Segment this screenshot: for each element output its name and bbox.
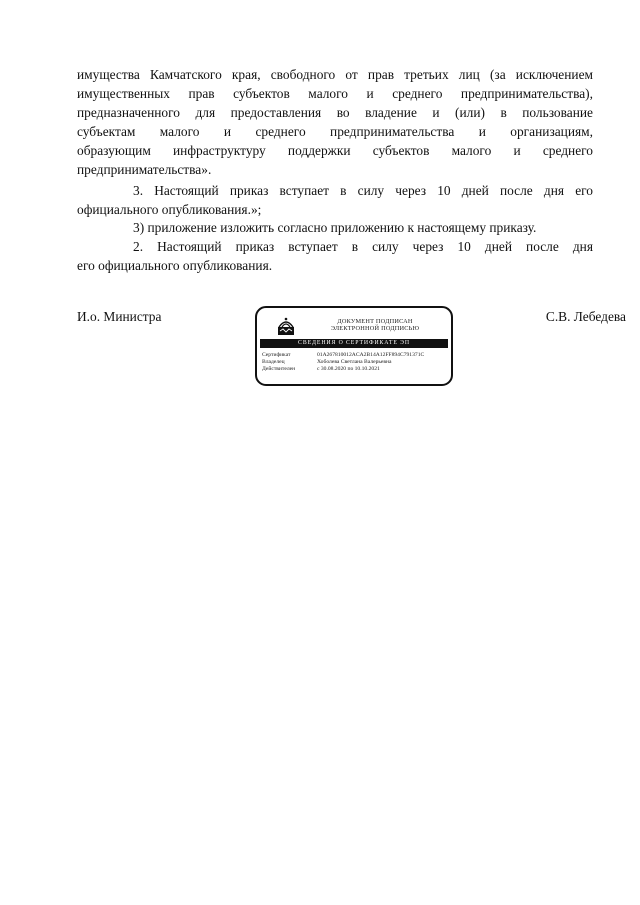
body-line-11: его официального опубликования.: [77, 258, 273, 273]
body-line-10: 2. Настоящий приказ вступает в силу через 10 дней после дня: [133, 239, 593, 254]
certificate-value: 01A267810012ACA2B14A12FF894C791371С: [317, 352, 425, 358]
body-line-6: предпринимательства».: [77, 162, 212, 177]
validity-value: с 30.08.2020 по 10.10.2021: [317, 366, 380, 372]
body-line-9: 3) приложение изложить согласно приложению к настоящему приказу.: [133, 220, 537, 235]
stamp-title-line-2: ЭЛЕКТРОННОЙ ПОДПИСЬЮ: [330, 325, 420, 332]
signatory-name: С.В. Лебедева: [545, 309, 626, 324]
body-line-8: официального опубликования.»;: [77, 202, 262, 217]
stamp-certificate-header: СВЕДЕНИЯ О СЕРТИФИКАТЕ ЭП: [260, 339, 448, 348]
body-line-2: имущественных прав субъектов малого и среднего предпринимательства),: [77, 86, 593, 101]
validity-label: Действителен: [262, 366, 296, 372]
body-line-3: предназначенного для предоставления во владение и (или) в пользование: [77, 105, 593, 120]
certificate-label: Сертификат: [262, 352, 291, 358]
owner-label: Владелец: [262, 359, 285, 365]
body-line-5: образующим инфраструктуру поддержки субъектов малого и среднего: [77, 143, 593, 158]
body-line-7: 3. Настоящий приказ вступает в силу через 10 дней после дня его: [133, 183, 593, 198]
stamp-title-line-1: ДОКУМЕНТ ПОДПИСАН: [337, 318, 413, 325]
body-line-1: имущества Камчатского края, свободного от прав третьих лиц (за исключением: [77, 67, 593, 82]
body-line-4: субъектам малого и среднего предпринимательства и организациям,: [77, 124, 593, 139]
electronic-signature-stamp: [255, 306, 453, 386]
owner-value: Хоболева Светлана Валерьевна: [317, 359, 392, 365]
coat-of-arms-icon: [275, 315, 297, 337]
signatory-position: И.о. Министра: [77, 309, 162, 324]
